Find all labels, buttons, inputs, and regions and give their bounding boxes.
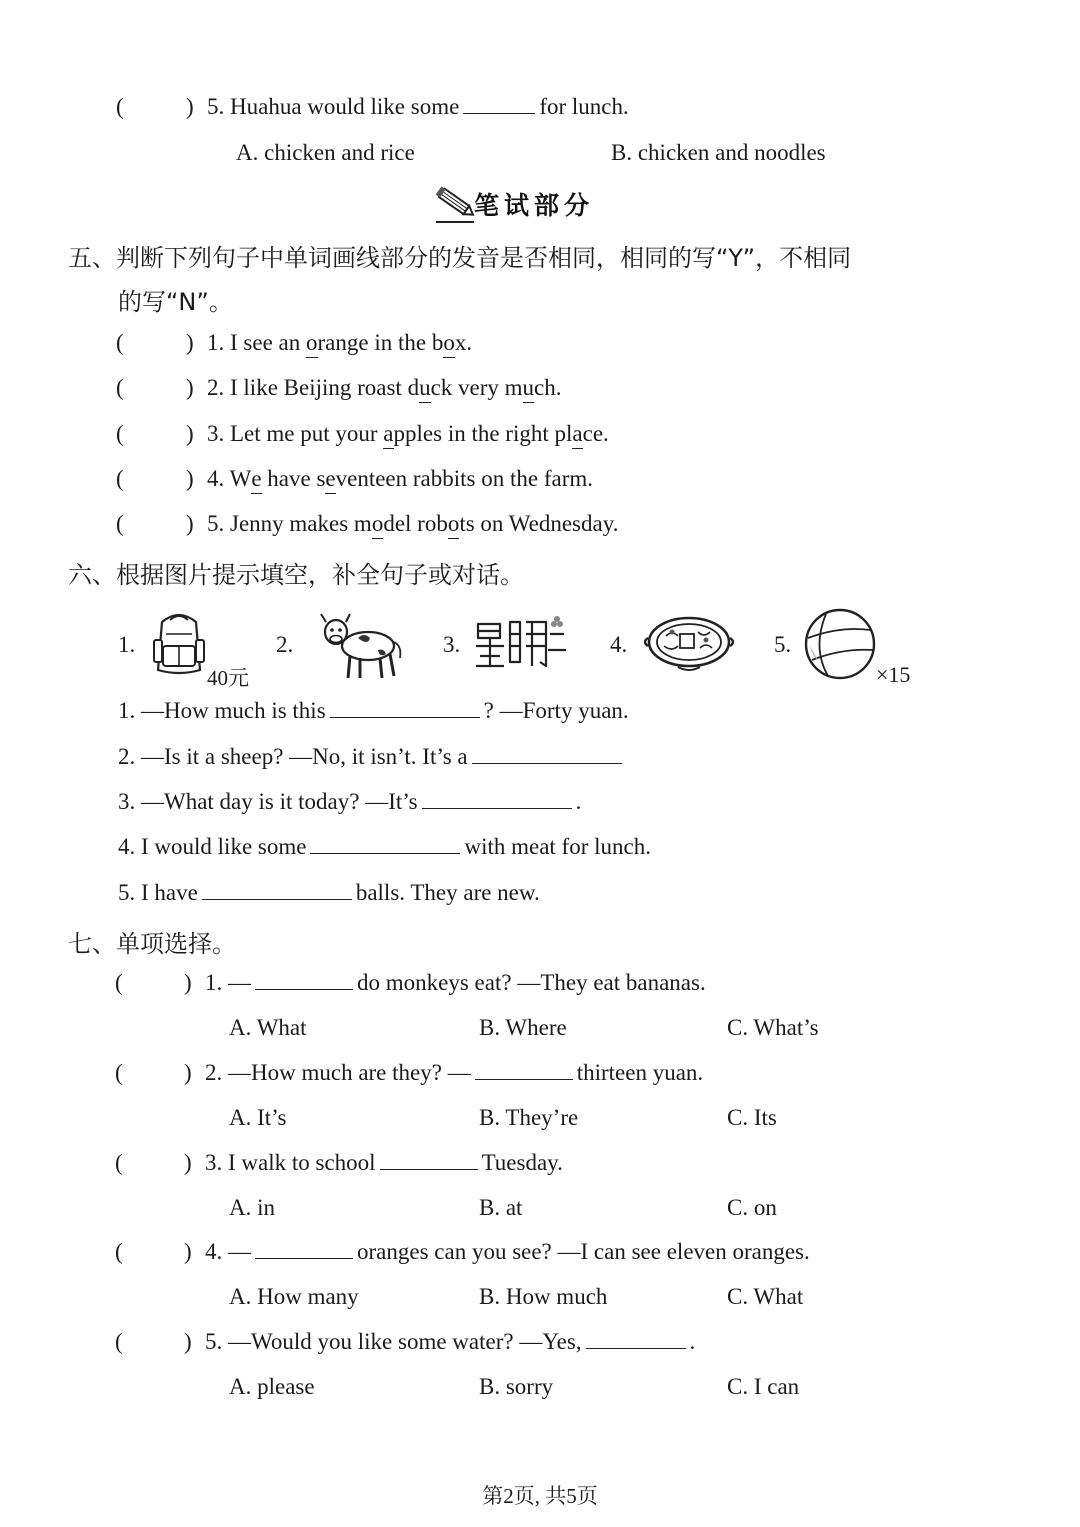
backpack-icon [148, 610, 210, 676]
underlined-letter: u [419, 375, 431, 400]
choice-question [205, 1239, 810, 1265]
answer-blank[interactable] [472, 745, 622, 764]
choice-question [205, 1329, 695, 1355]
item-text: 2. —Is it a sheep? —No, it isn’t. It’s a [118, 744, 468, 769]
option-b[interactable]: B. at [479, 1195, 523, 1220]
option-b[interactable]: B. Where [479, 1015, 567, 1040]
picture-number: 3. [443, 632, 461, 657]
section7-title: 七、单项选择。 [68, 930, 236, 958]
fill-blank-item [118, 698, 629, 724]
answer-blank[interactable] [380, 1151, 478, 1170]
sentence-text: pples in the right pl [393, 421, 573, 446]
sentence-text: I see an [230, 330, 306, 355]
answer-paren-close: ) [186, 375, 194, 400]
answer-paren-close: ) [184, 1329, 192, 1354]
item-number: 2. [207, 375, 230, 400]
item-text: 3. —What day is it today? —It’s [118, 789, 418, 814]
pencil-icon [434, 184, 478, 224]
fill-blank-item [118, 880, 540, 906]
choice-question [205, 1150, 563, 1176]
answer-blank[interactable] [422, 790, 572, 809]
fill-blank-item [118, 834, 651, 860]
pronunciation-item [207, 375, 562, 401]
answer-paren-close: ) [186, 94, 194, 119]
answer-blank[interactable] [330, 699, 480, 718]
underlined-letter: o [443, 330, 455, 355]
item-number: 1. [207, 330, 230, 355]
item-text: 4. I would like some [118, 834, 307, 859]
pronunciation-item [207, 421, 609, 447]
pronunciation-item [207, 330, 472, 356]
item-number: 5. [207, 511, 230, 536]
option-a[interactable]: A. please [229, 1374, 315, 1399]
sentence-text: Jenny makes m [230, 511, 372, 536]
underlined-letter: e [251, 466, 262, 491]
sentence-text: ts on Wednesday. [459, 511, 619, 536]
picture-number: 4. [610, 632, 628, 657]
answer-paren-close: ) [186, 466, 194, 491]
answer-blank[interactable] [586, 1330, 686, 1349]
sentence-text: x. [454, 330, 473, 355]
option-b[interactable]: B. sorry [479, 1374, 554, 1399]
sentence-text: ck very m [430, 375, 523, 400]
underlined-letter: a [572, 421, 583, 446]
question-text: do monkeys eat? —They eat bananas. [357, 970, 706, 995]
underlined-letter: a [383, 421, 394, 446]
answer-blank[interactable] [255, 971, 353, 990]
question-text: . [689, 1329, 696, 1354]
question-text: Tuesday. [481, 1150, 563, 1175]
question-text: 2. —How much are they? — [205, 1060, 471, 1085]
option-a[interactable]: A. in [229, 1195, 275, 1220]
written-section-banner [434, 182, 614, 226]
answer-paren-open: ( [116, 466, 124, 491]
question-text: 5. —Would you like some water? —Yes, [205, 1329, 582, 1354]
answer-paren-open: ( [116, 94, 124, 119]
sentence-text: I like Beijing roast d [230, 375, 420, 400]
item-text: 1. —How much is this [118, 698, 326, 723]
item-number: 4. [207, 466, 230, 491]
sentence-text: have s [261, 466, 326, 491]
underlined-letter: o [371, 511, 384, 536]
answer-paren-open: ( [116, 511, 124, 536]
option-a[interactable]: A. It’s [229, 1105, 287, 1130]
answer-paren-close: ) [184, 1060, 192, 1085]
answer-paren-open: ( [115, 1150, 123, 1175]
question-text: 3. I walk to school [205, 1150, 376, 1175]
answer-paren-open: ( [115, 1329, 123, 1354]
underlined-letter: o [306, 330, 318, 355]
item-text: with meat for lunch. [464, 834, 651, 859]
prev-option-b: B. chicken and noodles [611, 140, 826, 165]
sentence-text: ch. [534, 375, 562, 400]
picture-number: 1. [118, 632, 136, 657]
prev-question-text: 5. Huahua would like some for lunch. [207, 94, 629, 119]
underlined-letter: u [522, 375, 535, 400]
item-text: ? —Forty yuan. [483, 698, 629, 723]
answer-paren-open: ( [116, 421, 124, 446]
sentence-text: venteen rabbits on the farm. [335, 466, 594, 491]
option-c[interactable]: C. What [727, 1284, 804, 1309]
section5-title-line2: 的写“N”。 [118, 288, 233, 316]
option-b[interactable]: B. How much [479, 1284, 608, 1309]
cow-icon [318, 610, 404, 682]
answer-paren-close: ) [184, 1239, 192, 1264]
answer-paren-close: ) [186, 330, 194, 355]
option-c[interactable]: C. I can [727, 1374, 800, 1399]
underlined-letter: e [325, 466, 336, 491]
picture-number: 2. [276, 632, 294, 657]
choice-question [205, 1060, 703, 1086]
option-b[interactable]: B. They’re [479, 1105, 579, 1130]
sentence-text: Let me put your [230, 421, 384, 446]
sentence-text: ce. [582, 421, 609, 446]
section6-title: 六、根据图片提示填空，补全句子或对话。 [68, 561, 524, 589]
banner-title: 笔试部分 [474, 191, 595, 220]
item-text: balls. They are new. [355, 880, 540, 905]
page-footer: 第2页, 共5页 [482, 1484, 598, 1508]
sentence-text: range in the b [317, 330, 444, 355]
backpack-price: 40元 [207, 666, 249, 690]
answer-paren-open: ( [115, 1060, 123, 1085]
fill-blank-item [118, 744, 626, 770]
item-text: . [575, 789, 582, 814]
item-number: 3. [207, 421, 230, 446]
answer-blank[interactable] [202, 881, 352, 900]
noodle-bowl-icon [642, 612, 736, 678]
answer-blank[interactable] [475, 1061, 573, 1080]
sentence-text: del rob [383, 511, 448, 536]
option-a[interactable]: A. What [229, 1015, 307, 1040]
prev-option-a: A. chicken and rice [236, 140, 415, 165]
pronunciation-item [207, 466, 593, 492]
answer-paren-open: ( [116, 375, 124, 400]
choice-question [205, 970, 706, 996]
answer-paren-close: ) [184, 1150, 192, 1175]
answer-blank[interactable] [310, 835, 460, 854]
underlined-letter: o [447, 511, 460, 536]
ball-icon [804, 608, 876, 680]
option-c[interactable]: C. on [727, 1195, 777, 1220]
question-text: 1. — [205, 970, 251, 995]
question-text: thirteen yuan. [576, 1060, 704, 1085]
answer-paren-close: ) [184, 970, 192, 995]
answer-paren-open: ( [116, 330, 124, 355]
wednesday-text-icon [474, 616, 566, 672]
answer-paren-close: ) [186, 511, 194, 536]
ball-count: ×15 [876, 662, 911, 687]
question-text: oranges can you see? —I can see eleven oranges. [357, 1239, 810, 1264]
answer-paren-close: ) [186, 421, 194, 446]
item-text: 5. I have [118, 880, 198, 905]
sentence-text: W [229, 466, 252, 491]
option-a[interactable]: A. How many [229, 1284, 359, 1309]
section5-title-line1: 五、判断下列句子中单词画线部分的发音是否相同，相同的写“Y”，不相同 [68, 244, 852, 272]
question-text: 4. — [205, 1239, 251, 1264]
fill-blank-item [118, 789, 581, 815]
picture-number: 5. [774, 632, 792, 657]
answer-paren-open: ( [115, 970, 123, 995]
pronunciation-item [207, 511, 618, 537]
option-c[interactable]: C. What’s [727, 1015, 819, 1040]
answer-paren-open: ( [115, 1239, 123, 1264]
option-c[interactable]: C. Its [727, 1105, 777, 1130]
answer-blank[interactable] [255, 1240, 353, 1259]
